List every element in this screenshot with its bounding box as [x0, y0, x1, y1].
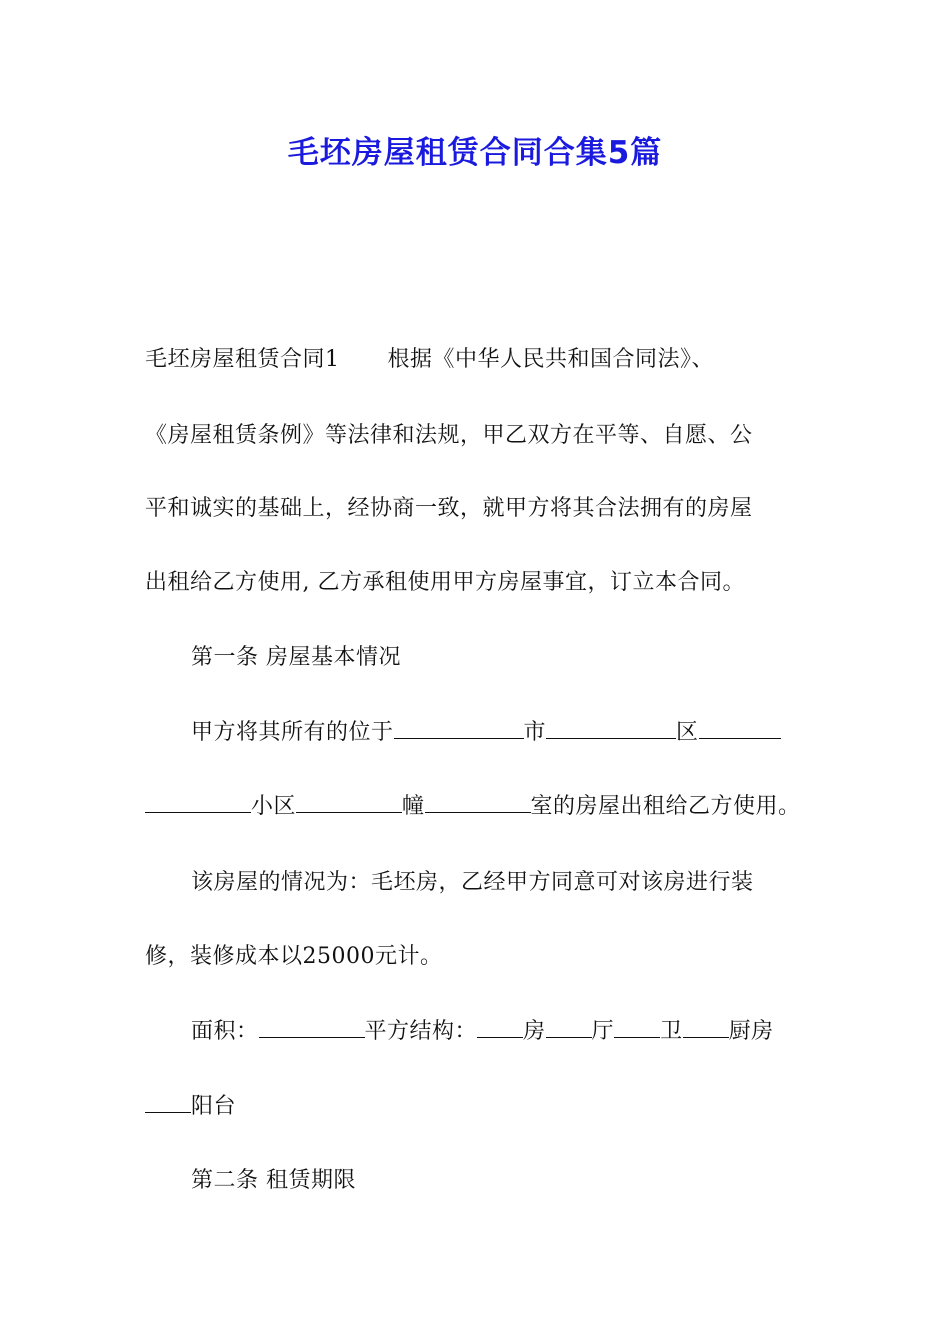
- fill-blank-building: [425, 792, 531, 813]
- document-title: 毛坯房屋租赁合同合集5篇: [287, 135, 663, 171]
- paragraph-line-11: [145, 1092, 825, 1122]
- fill-blank-baths: [614, 1017, 660, 1038]
- paragraph-line-8: 该房屋的情况为：毛坯房，乙经甲方同意可对该房进行装: [191, 870, 754, 895]
- text-run: 区: [676, 720, 699, 745]
- text-run: 市: [523, 720, 547, 745]
- paragraph-line-7: [145, 792, 825, 822]
- text-run: 室的房屋出租给乙方使用。: [530, 794, 801, 819]
- paragraph-line-1: [145, 345, 825, 375]
- text-run: 阳台: [191, 1094, 237, 1119]
- fill-blank-address: [699, 718, 781, 739]
- text-run: 卫: [660, 1019, 683, 1044]
- fill-blank-balcony: [145, 1092, 191, 1113]
- text-run: 面积：: [191, 1019, 259, 1044]
- article-heading-2: 第二条 租赁期限: [191, 1168, 356, 1193]
- text-run: 根据《中华人民共和国合同法》、: [387, 347, 715, 372]
- paragraph-line-4: 出租给乙方使用, 乙方承租使用甲方房屋事宜，订立本合同。: [145, 570, 745, 595]
- text-run: 房: [523, 1019, 546, 1044]
- text-run: 厨房: [728, 1019, 774, 1044]
- fill-blank-kitchens: [683, 1017, 729, 1038]
- text-run: 平方结构：: [364, 1019, 478, 1044]
- paragraph-line-10: [191, 1017, 871, 1047]
- fill-blank-address-cont: [145, 792, 251, 813]
- paragraph-line-3: 平和诚实的基础上，经协商一致，就甲方将其合法拥有的房屋: [145, 496, 753, 521]
- article-heading-1: 第一条 房屋基本情况: [191, 645, 401, 670]
- paragraph-line-6: [191, 718, 871, 748]
- text-run: 幢: [402, 794, 425, 819]
- fill-blank-city: [394, 718, 524, 739]
- fill-blank-community: [296, 792, 402, 813]
- fill-blank-district: [546, 718, 676, 739]
- fill-blank-area: [259, 1017, 365, 1038]
- text-run: 甲方将其所有的位于: [191, 720, 394, 745]
- text-run: 厅: [591, 1019, 615, 1044]
- text-run: 小区: [251, 794, 297, 819]
- paragraph-line-9: 修，装修成本以25000元计。: [145, 944, 443, 969]
- section-heading: 毛坯房屋租赁合同1: [145, 347, 340, 372]
- fill-blank-halls: [546, 1017, 592, 1038]
- fill-blank-rooms: [477, 1017, 523, 1038]
- paragraph-line-2: 《房屋租赁条例》等法律和法规，甲乙双方在平等、自愿、公: [145, 423, 753, 448]
